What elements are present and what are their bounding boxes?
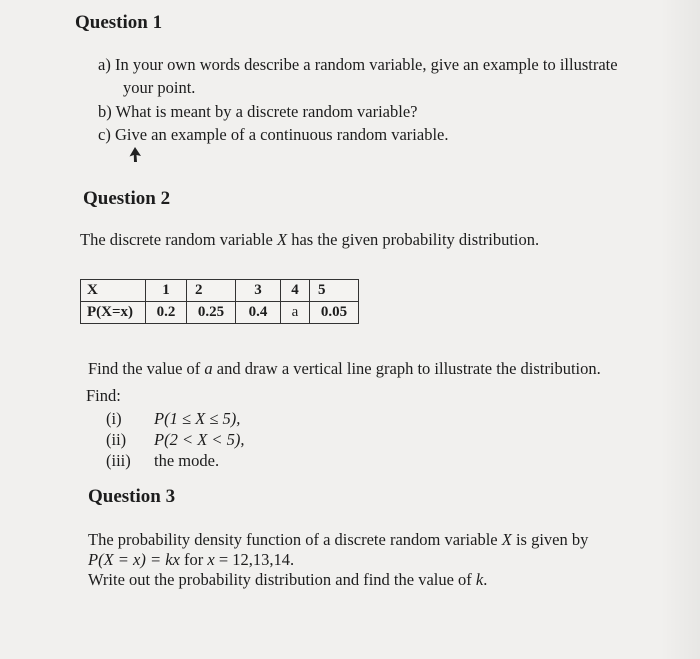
q3-line1 — [88, 530, 588, 550]
q3-line3-post: . — [483, 570, 488, 589]
q2-intro-post: has the given probability distribution. — [287, 230, 540, 249]
q1-part-c: c) Give an example of a continuous random variable. — [98, 125, 449, 144]
table-row-p — [81, 302, 359, 324]
table-cell-p2: 0.25 — [187, 302, 236, 324]
q3-line3 — [88, 570, 487, 590]
q2-item-iii-text: the mode. — [154, 451, 220, 470]
table-header-x: X — [81, 280, 146, 302]
q3-line3-var: k — [475, 570, 484, 589]
q3-line1-pre: The probability density function of a discrete random variable — [88, 530, 502, 549]
q2-find-a-pre: Find the value of — [88, 359, 205, 378]
table-cell-p4: a — [281, 302, 310, 324]
q3-line1-var: X — [501, 530, 512, 549]
q2-find-a — [88, 359, 601, 379]
page-shadow — [660, 0, 700, 659]
q2-intro — [80, 230, 539, 250]
q3-line2-vals: = 12,13,14. — [214, 550, 295, 569]
q2-item-i-num: (i) — [106, 409, 122, 428]
table-cell-x1: 1 — [146, 280, 187, 302]
q2-item-i-text: P(1 ≤ X ≤ 5), — [154, 409, 241, 428]
q2-item-ii-text: P(2 < X < 5), — [154, 430, 245, 449]
q1-part-a-line1: a) In your own words describe a random variable, give an example to illustrate — [98, 55, 618, 74]
q2-intro-var: X — [277, 230, 288, 249]
table-header-p: P(X=x) — [81, 302, 146, 324]
table-cell-x4: 4 — [281, 280, 310, 302]
q2-find-a-var: a — [204, 359, 213, 378]
question-3-title: Question 3 — [88, 486, 176, 507]
q2-item-iii-num: (iii) — [106, 451, 131, 470]
table-row-x — [81, 280, 359, 302]
q3-line3-pre: Write out the probability distribution and find the value of — [88, 570, 476, 589]
probability-distribution-table — [80, 279, 359, 324]
table-cell-x3: 3 — [236, 280, 281, 302]
q3-line2-x: x — [207, 550, 215, 569]
question-2-title: Question 2 — [83, 188, 171, 209]
q1-part-b: b) What is meant by a discrete random variable? — [98, 102, 418, 121]
q3-line2-post: for — [179, 550, 208, 569]
table-cell-p3: 0.4 — [236, 302, 281, 324]
q3-line2 — [88, 550, 294, 570]
q2-intro-pre: The discrete random variable — [80, 230, 277, 249]
q3-line1-post: is given by — [511, 530, 589, 549]
q2-find-label: Find: — [86, 386, 121, 405]
q2-find-a-post: and draw a vertical line graph to illustrate the distribution. — [212, 359, 601, 378]
q2-item-ii-num: (ii) — [106, 430, 127, 449]
mouse-pointer-icon — [128, 147, 142, 163]
q1-part-a-line2: your point. — [123, 78, 196, 97]
table-cell-x5: 5 — [310, 280, 359, 302]
q3-line2-formula: P(X = x) = kx — [88, 550, 180, 569]
question-1-title: Question 1 — [75, 12, 163, 33]
table-cell-p5: 0.05 — [310, 302, 359, 324]
table-cell-x2: 2 — [187, 280, 236, 302]
table-cell-p1: 0.2 — [146, 302, 187, 324]
